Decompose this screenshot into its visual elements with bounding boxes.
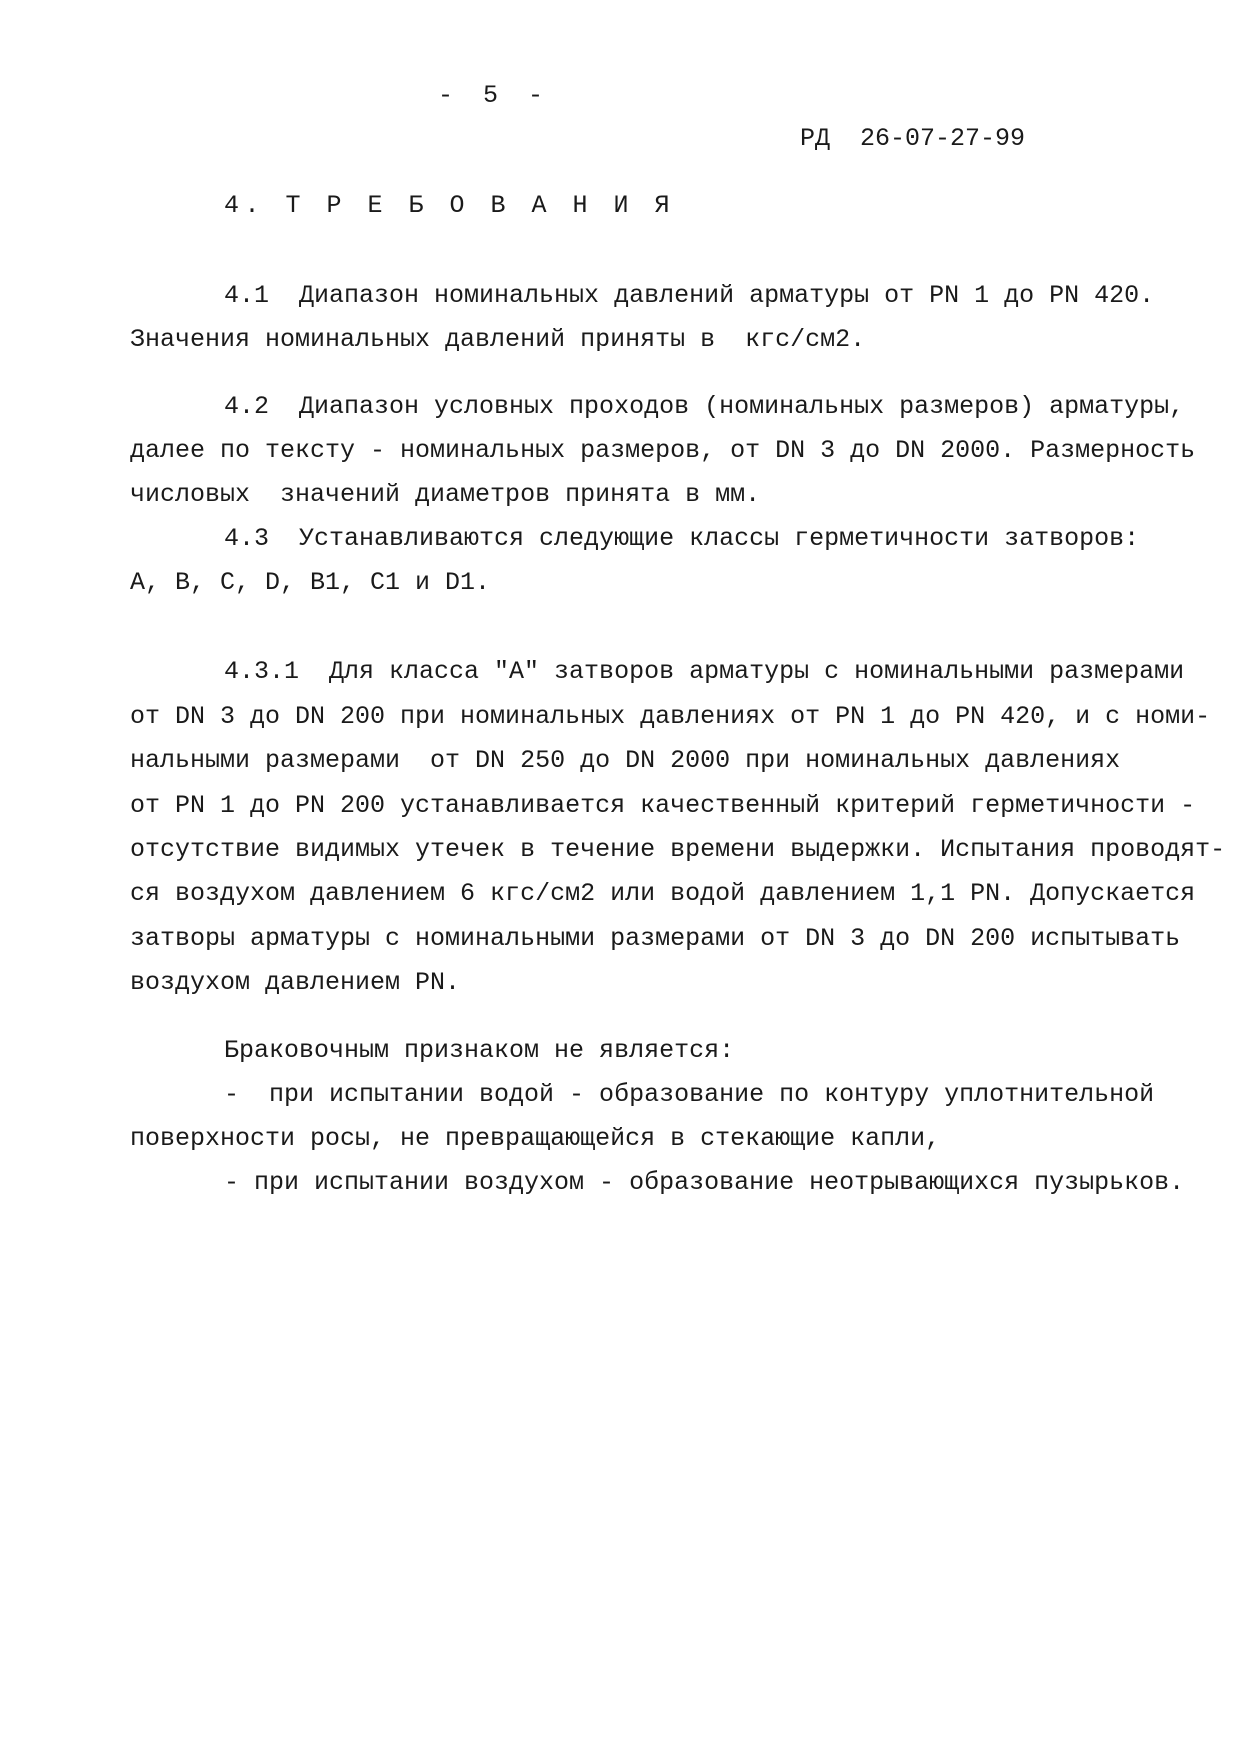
paragraph-4-3-line-1: 4.3 Устанавливаются следующие классы герметичности затворов: — [224, 524, 1140, 553]
paragraph-4-3-1-line-3: нальными размерами от DN 250 до DN 2000 при номинальных давлениях — [130, 746, 1121, 775]
section-title: 4. Т Р Е Б О В А Н И Я — [224, 191, 676, 220]
paragraph-4-2-line-2: далее по тексту - номинальных размеров, от DN 3 до DN 2000. Размерность — [130, 436, 1196, 465]
paragraph-4-3-1-line-6: ся воздухом давлением 6 кгс/см2 или водой давлением 1,1 PN. Допускается — [130, 879, 1196, 908]
reject-criteria-item-1-line-1: - при испытании водой - образование по контуру уплотнительной — [224, 1080, 1155, 1109]
paragraph-4-3-1-line-5: отсутствие видимых утечек в течение времени выдержки. Испытания проводят- — [130, 835, 1226, 864]
paragraph-4-1-line-2: Значения номинальных давлений приняты в кгс/см2. — [130, 325, 866, 354]
reject-criteria-item-1-line-2: поверхности росы, не превращающейся в стекающие капли, — [130, 1124, 941, 1153]
document-code: РД 26-07-27-99 — [800, 124, 1026, 153]
paragraph-4-3-1-line-8: воздухом давлением PN. — [130, 968, 461, 997]
paragraph-4-3-1-line-2: от DN 3 до DN 200 при номинальных давлениях от PN 1 до PN 420, и с номи- — [130, 702, 1211, 731]
paragraph-4-1-line-1: 4.1 Диапазон номинальных давлений арматуры от PN 1 до PN 420. — [224, 281, 1155, 310]
reject-criteria-item-2: - при испытании воздухом - образование неотрывающихся пузырьков. — [224, 1168, 1185, 1197]
paragraph-4-2-line-3: числовых значений диаметров принята в мм. — [130, 480, 761, 509]
paragraph-4-3-1-line-7: затворы арматуры с номинальными размерами от DN 3 до DN 200 испытывать — [130, 924, 1181, 953]
reject-criteria-intro: Браковочным признаком не является: — [224, 1036, 735, 1065]
paragraph-4-3-1-line-4: от PN 1 до PN 200 устанавливается качественный критерий герметичности - — [130, 791, 1196, 820]
paragraph-4-3-1-line-1: 4.3.1 Для класса "А" затворов арматуры с номинальными размерами — [224, 657, 1185, 686]
paragraph-4-3-line-2: A, B, C, D, B1, C1 и D1. — [130, 568, 491, 597]
page-number: - 5 - — [438, 81, 544, 110]
paragraph-4-2-line-1: 4.2 Диапазон условных проходов (номинальных размеров) арматуры, — [224, 392, 1185, 421]
